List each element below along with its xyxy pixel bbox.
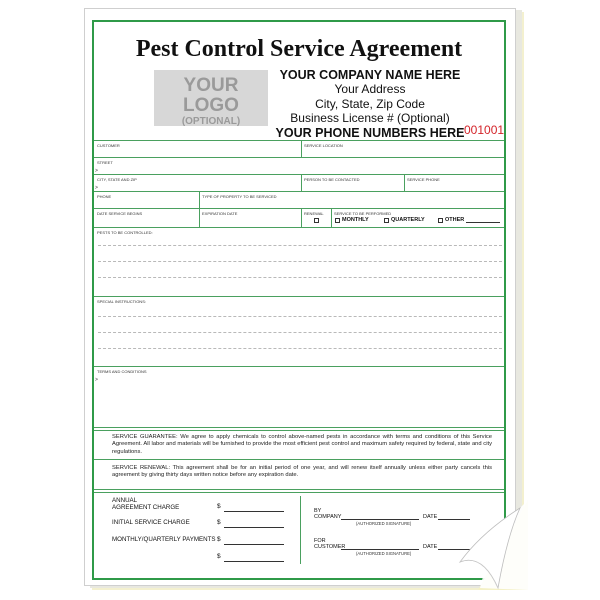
writing-line[interactable]	[98, 348, 502, 349]
writing-line[interactable]	[98, 277, 502, 278]
section-divider	[94, 492, 504, 493]
expiration-date-label: EXPIRATION DATE	[202, 211, 238, 216]
date-label: DATE	[423, 544, 438, 550]
annual-label: ANNUAL	[112, 497, 138, 504]
arrow-icon: >	[95, 168, 98, 174]
logo-placeholder	[154, 70, 268, 126]
company-city: City, State, Zip Code	[315, 96, 425, 111]
arrow-icon: >	[95, 377, 98, 383]
grid-line	[94, 191, 504, 192]
section-divider	[94, 427, 504, 428]
service-phone-label: SERVICE PHONE	[407, 177, 440, 182]
company-signature-line[interactable]	[341, 519, 419, 520]
quarterly-option: QUARTERLY	[391, 217, 425, 223]
section-divider	[94, 430, 504, 431]
for-label: FOR	[314, 538, 326, 544]
customer-label: CUSTOMER	[97, 143, 120, 148]
grid-divider	[301, 140, 302, 157]
signature-divider	[300, 496, 301, 564]
grid-line	[94, 227, 504, 228]
agreement-charge-field[interactable]	[224, 511, 284, 512]
by-label: BY	[314, 508, 322, 514]
writing-line[interactable]	[98, 316, 502, 317]
page-curl-icon	[458, 500, 528, 590]
writing-line[interactable]	[98, 332, 502, 333]
grid-divider	[199, 191, 200, 227]
section-divider	[94, 366, 504, 367]
company-license: Business License # (Optional)	[290, 111, 450, 126]
customer-label: CUSTOMER	[314, 544, 346, 550]
grid-divider	[404, 174, 405, 191]
monthly-payments-label: MONTHLY/QUARTERLY PAYMENTS	[112, 536, 216, 543]
company-name: YOUR COMPANY NAME HERE	[279, 68, 461, 82]
dollar-sign: $	[217, 519, 221, 526]
street-label: STREET	[97, 160, 113, 165]
grid-divider	[301, 208, 302, 227]
extra-charge-field[interactable]	[224, 561, 284, 562]
section-divider	[94, 459, 504, 460]
city-label: CITY, STATE AND ZIP	[97, 177, 137, 182]
dollar-sign: $	[217, 536, 221, 543]
other-option: OTHER	[445, 217, 465, 223]
grid-divider	[301, 174, 302, 191]
other-checkbox[interactable]	[438, 218, 443, 223]
logo-line1: YOUR	[183, 75, 239, 96]
agreement-charge-label: AGREEMENT CHARGE	[112, 504, 180, 511]
company-info	[272, 68, 468, 140]
customer-signature-line[interactable]	[341, 549, 419, 550]
company-address: Your Address	[334, 82, 406, 97]
arrow-icon: >	[95, 185, 98, 191]
section-divider	[94, 296, 504, 297]
logo-line3: (OPTIONAL)	[181, 116, 241, 127]
writing-line[interactable]	[98, 261, 502, 262]
person-contacted-label: PERSON TO BE CONTACTED	[304, 177, 360, 182]
initial-charge-field[interactable]	[224, 527, 284, 528]
pests-label: PESTS TO BE CONTROLLED:	[97, 230, 153, 235]
section-divider	[94, 489, 504, 490]
renewal-checkbox[interactable]	[314, 218, 319, 223]
renewal-label: RENEWAL	[304, 211, 324, 216]
service-guarantee-text: SERVICE GUARANTEE: We agree to apply chemicals to control above-named pests in accordance with terms and conditions of this Service Agreement. All labor and materials will be furnished to provide the most efficient pest control and maximum safety required by federal, state and city regulations.	[112, 434, 492, 455]
monthly-payments-field[interactable]	[224, 544, 284, 545]
dollar-sign: $	[217, 503, 221, 510]
serial-number: 001001	[464, 123, 505, 137]
date-begins-label: DATE SERVICE BEGINS	[97, 211, 143, 216]
logo-line2: LOGO	[183, 95, 239, 116]
service-renewal-text: SERVICE RENEWAL: This agreement shall be for an initial period of one year, and will renew itself annually unless either party cancels this agreement by giving thirty days written notice before any expiration date.	[112, 465, 492, 479]
company-label: COMPANY	[314, 514, 342, 520]
initial-charge-label: INITIAL SERVICE CHARGE	[112, 519, 190, 526]
grid-line	[94, 174, 504, 175]
property-type-label: TYPE OF PROPERTY TO BE SERVICED	[202, 194, 277, 199]
grid-divider	[331, 208, 332, 227]
terms-label: TERMS AND CONDITIONS	[97, 369, 147, 374]
dollar-sign: $	[217, 553, 221, 560]
service-location-label: SERVICE LOCATION	[304, 143, 343, 148]
grid-line	[94, 208, 504, 209]
special-instructions-label: SPECIAL INSTRUCTIONS:	[97, 299, 146, 304]
other-input-line[interactable]	[466, 222, 500, 223]
authorized-signature-label: (AUTHORIZED SIGNATURE)	[356, 551, 412, 556]
service-performed-label: SERVICE TO BE PERFORMED	[334, 211, 392, 216]
writing-line[interactable]	[98, 245, 502, 246]
grid-line	[94, 157, 504, 158]
form-title: Pest Control Service Agreement	[135, 36, 463, 62]
monthly-checkbox[interactable]	[335, 218, 340, 223]
company-phones: YOUR PHONE NUMBERS HERE	[275, 125, 465, 140]
grid-line	[94, 140, 504, 141]
phone-label: PHONE	[97, 194, 112, 199]
date-label: DATE	[423, 514, 438, 520]
monthly-option: MONTHLY	[342, 217, 369, 223]
authorized-signature-label: (AUTHORIZED SIGNATURE)	[356, 521, 412, 526]
quarterly-checkbox[interactable]	[384, 218, 389, 223]
